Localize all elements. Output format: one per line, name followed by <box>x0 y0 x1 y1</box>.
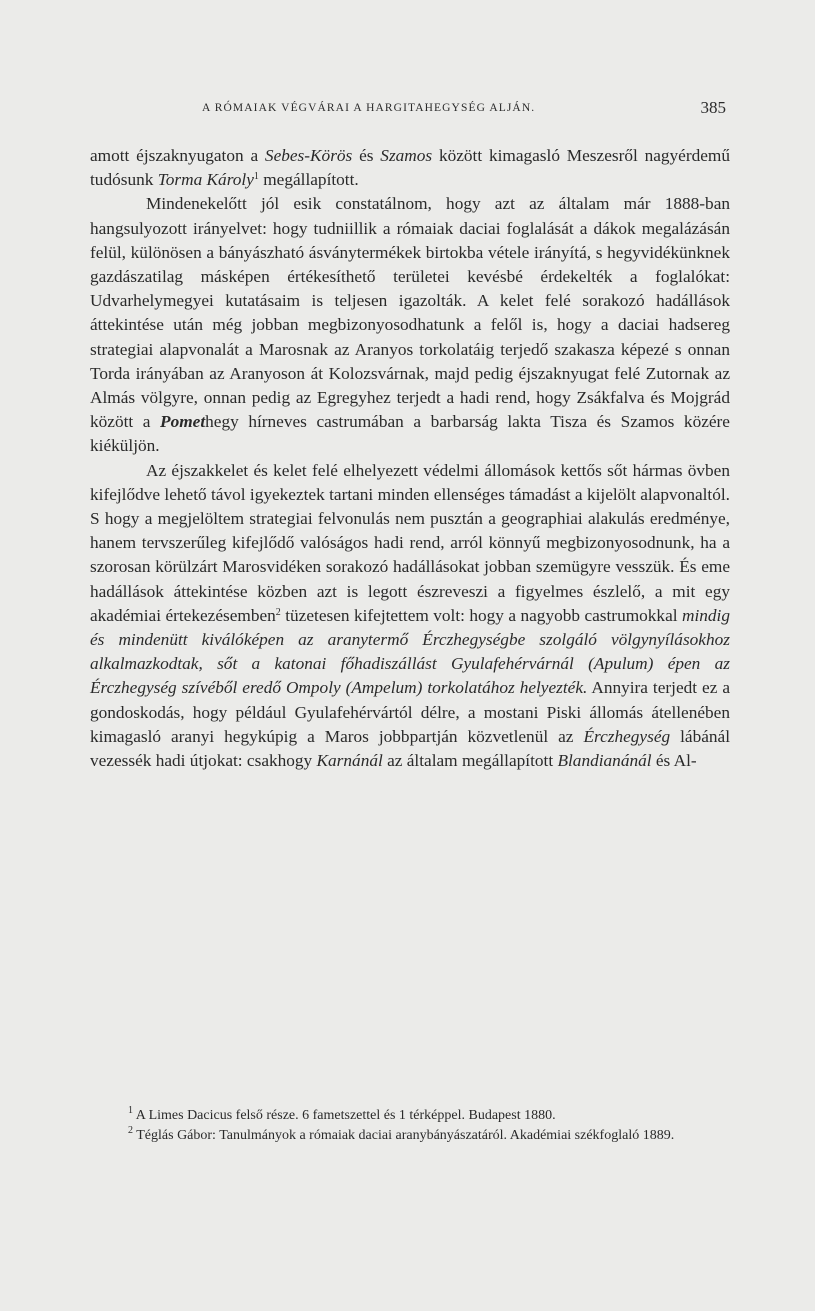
italic-run: Torma Károly <box>157 170 254 190</box>
text-run: lábánál vezessék hadi útjokat: csakhogy <box>90 726 731 771</box>
text-run: és Al- <box>651 751 697 771</box>
footnote-mark: 2 <box>128 1125 133 1136</box>
paragraph <box>90 192 730 458</box>
running-title: A RÓMAIAK VÉGVÁRAI A HARGITAHEGYSÉG ALJÁN. <box>202 102 536 114</box>
text-run: az általam megállapított <box>382 751 558 771</box>
body-text <box>90 144 730 773</box>
bold-italic-run: Pomet <box>160 412 206 432</box>
text-run: és <box>352 146 381 165</box>
italic-run: mindig és mindenütt kiválóképen az aranytermő Érczhegységbe szolgáló völgynyílásokhoz alkalmazkodtak, sőt a katonai főhadiszállást Gyulafehérvárnál (Apulum) épen az Érczhegység szívéből eredő Ompoly (Ampelum) torkolatához helyezték. <box>90 605 730 698</box>
italic-run: Szamos <box>380 146 433 165</box>
footnotes <box>90 1106 730 1146</box>
text-run: hegy hírneves castrumában a barbarság lakta Tisza és Szamos közére kiéküljön. <box>90 412 730 456</box>
text-run: Az éjszakkelet és kelet felé elhelyezett védelmi állomások kettős sőt hármas övben kifejlődve lehető távol igyekeztek tartani minden ellenséges támadást a kijelölt alapvonaltól. S hogy a megjelöltem strategiai felvonulás nem pusztán a geographiai alakulás eredménye, hanem tervszerűleg kifejlődő valóságos hadi rend, arról könnyű megbizonyosodnunk, ha a szorosan körülzárt Marosvidéken sorakozó hadállásokat jobban szemügyre vesszük. És eme hadállások áttekintése közben azt is legott észreveszi a figyelmes észlelő, a mit egy akadémiai értekezésemben <box>90 460 730 625</box>
footnote-mark: 1 <box>128 1105 133 1116</box>
paragraph <box>90 459 730 774</box>
footnote-text: A Limes Dacicus felső része. 6 fametszettel és 1 térképpel. Budapest 1880. <box>135 1108 556 1123</box>
text-run: Mindenekelőtt jól esik constatálnom, hogy azt az általam már 1888-ban hangsulyozott irányelvet: hogy tudniillik a rómaiak daciai foglalását a dákok megalázásán felül, különösen a bányászható ásványtermékek birtokba vétele irányítá, s hegyvidékünknek gazdászatilag másképen értékesíthető területei kevésbé érdekelték a foglalókat: Udvarhelymegyei kutatásaim is teljesen igazolták. A kelet felé sorakozó hadállások áttekintése után még jobban megbizonyosodhatunk a felől is, hogy a daciai hadsereg strategiai alapvonalát a Marosnak az Aranyos torkolatáig terjedő szakasza képezé s onnan Torda irányában az Aranyoson át Kolozsvárnak, majd pedig éjszaknyugat felé Zutornak az Almás völgyre, onnan pedig az Egregyhez terjedt a hadi rend, hogy Zsákfalva és Mojgrád között a <box>90 194 730 432</box>
paragraph <box>90 144 730 192</box>
footnote <box>90 1126 730 1146</box>
running-head <box>90 98 730 122</box>
text-run: tüzetesen kifejtettem volt: hogy a nagyobb castrumokkal <box>280 605 682 625</box>
page-number: 385 <box>700 98 726 117</box>
italic-run: Blandianánál <box>557 751 652 771</box>
text-run: Annyira terjedt ez a gondoskodás, hogy például Gyulafehérvártól délre, a mostani Piski állomás átellenében kimagasló aranyi hegykúpig a Maros jobbpartján közvetlenül az <box>90 678 730 746</box>
footnote-ref: 1 <box>253 171 259 183</box>
italic-run: Karnánál <box>316 751 383 771</box>
footnote-text: Téglás Gábor: Tanulmányok a rómaiak daciai aranybányászatáról. Akadémiai székfoglaló 1889. <box>136 1128 675 1143</box>
italic-run: Érczhegység <box>583 726 671 746</box>
footnote <box>90 1106 730 1126</box>
text-run: megállapított. <box>258 170 359 190</box>
italic-run: Sebes-Körös <box>264 146 353 165</box>
text-run: között kimagasló Meszesről nagyérdemű tudósunk <box>90 146 731 190</box>
footnote-ref: 2 <box>275 606 281 618</box>
text-run: amott éjszaknyugaton a <box>90 146 265 165</box>
